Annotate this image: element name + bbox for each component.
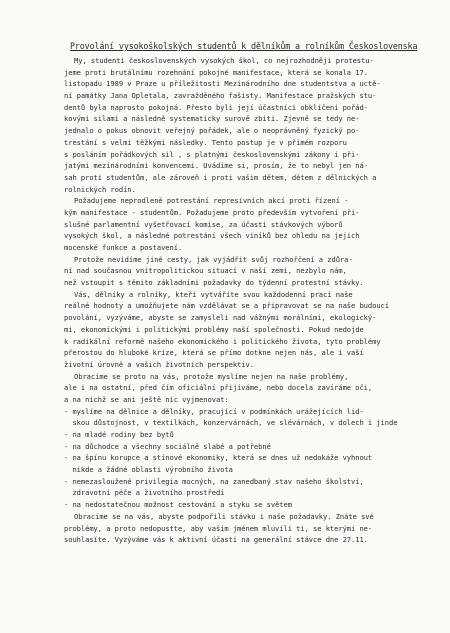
text-line: jatými mezinárodními konvencemi. Uvádíme si, prosím, že to nebyl jen ná- <box>64 161 368 171</box>
text-line: zdravotní péče a životního prostředí <box>64 488 225 498</box>
text-line: ní památky Jana Opletala, zavražděného fašisty. Manifestace pražských stu- <box>64 91 377 101</box>
text-line: přerostou do hluboké krize, která se přímo dotkne nejen nás, ale i vaší <box>64 348 364 358</box>
document-title: Provolání vysokoškolských studentů k dělníkům a rolníkům Československa <box>70 41 418 51</box>
text-line: než vstoupit s těmito základními požadavky do týdenní protestní stávky. <box>64 278 364 288</box>
text-line: souhlasíte. Vyzýváme vás k aktivní účasti na generální stávce dne 27.11. <box>64 535 368 545</box>
document-body <box>64 55 404 546</box>
paragraph <box>64 55 404 195</box>
text-line: - na nedostatečnou možnost cestování a styku se světem <box>64 500 292 510</box>
text-line: - na špínu korupce a stínové ekonomiky, která se dnes už nedokáže vyhnout <box>64 453 373 463</box>
text-line: Protože nevidíme jiné cesty, jak vyjádřit svůj rozhořčení a zdůra- <box>74 254 353 264</box>
text-line: životní úrovně a vašich životních perspektiv. <box>64 359 254 369</box>
paragraph <box>64 406 404 511</box>
text-line: ní nad současnou vnitropolitickou situací v naší zemi, nezbylo nám, <box>64 266 347 276</box>
text-line: - na mladé rodiny bez bytů <box>64 430 174 439</box>
text-line: dentů byla naprosto pokojná. Přesto byli její účastníci obklíčeni pořád- <box>64 102 368 112</box>
text-line: problémy, a proto nedopustte, aby vaším jménem mluvili ti, se kterými ne- <box>64 523 373 533</box>
text-line: reálné hodnoty a umožňujete nám vzdělávat se a připravovat se na naše budoucí <box>64 301 390 311</box>
paragraph <box>64 371 404 406</box>
text-line: skou důstojnost, v textilkách, konzervárnách, ve slévárnách, v dolech i jinde <box>64 418 398 428</box>
text-line: kým manifestace - studentům. Požadujeme proto především vytvoření při- <box>64 207 360 217</box>
text-line: My, studenti československých vysokých škol, co nejrozhodněji protestu- <box>74 56 374 65</box>
text-line: vysokých škol, a následné potrestání všech viníků bez ohledu na jejich <box>64 231 360 241</box>
text-line: rolnických rodin. <box>64 184 136 194</box>
text-line: Vás, dělníky a rolníky, kteří vytváříte svou každodenní prací naše <box>74 289 353 299</box>
text-line: Požadujeme neprodlené potrestání represivních akcí proti řízení - <box>74 196 349 206</box>
text-line: s posláním pořádkových sil , s platnými československými zákony i při- <box>64 149 360 159</box>
text-line: Obracíme se na vás, abyste podpořili stávku i naše požadavky. Znáte své <box>74 511 374 521</box>
text-line: slušné parlamentní vyšetřovací komise, za účasti stávkových výborů <box>64 219 343 229</box>
text-line: kovými silami a následně systematicky surově zbiti. Zjevně se tedy ne- <box>64 114 360 124</box>
text-line: Obracíme se proto na vás, protože myslíme nejen na naše problémy, <box>74 371 349 381</box>
text-line: listopadu 1989 v Praze u příležitosti Mezinárodního dne studentstva a uctě- <box>64 79 381 89</box>
text-line: ale i na ostatní, před čím oficiální přijíváme, nebo docela zavíráme oči, <box>64 383 373 393</box>
text-line: - nemezasloužené privilegia mocných, na zanedbaný stav našeho školství, <box>64 476 364 486</box>
paragraph <box>64 289 404 371</box>
text-line: jednalo o pokus obnovit veřejný pořádek, ale o neoprávněný fyzický po- <box>64 126 360 136</box>
text-line: povolání, vyzýváme, abyste se zamysleli nad vážnými morálními, ekologický- <box>64 313 377 323</box>
text-line: nikde a žádné oblasti výrobního života <box>64 465 233 475</box>
text-line: a na nichž se ani ještě nic vyjmenovat: <box>64 394 229 404</box>
text-line: mocenské funkce a postavení. <box>64 243 183 252</box>
paragraph <box>64 511 404 546</box>
text-line: k radikální reformě našeho ekonomického i politického života, tyto problémy <box>64 336 381 346</box>
text-line: trestání s velmi těžkými následky. Tento postup je v přímém rozporu <box>64 137 347 147</box>
paragraph <box>64 254 404 289</box>
text-line: sah proti studentům, ale zároveň i proti vašim dětem, dětem z dělnických a <box>64 172 377 182</box>
text-line: - na důchodce a všechny sociálně slabé a potřebné <box>64 441 271 451</box>
text-line: mi, ekonomickými i politickými problémy naší společnosti. Pokud nedojde <box>64 324 364 334</box>
text-line: - myslíme na dělnice a dělníky, pracující v podmínkách urážejících lid- <box>64 406 364 416</box>
text-line: jeme proti brutálnímu rozehnání pokojné manifestace, která se konala 17. <box>64 67 368 77</box>
paragraph <box>64 195 404 253</box>
